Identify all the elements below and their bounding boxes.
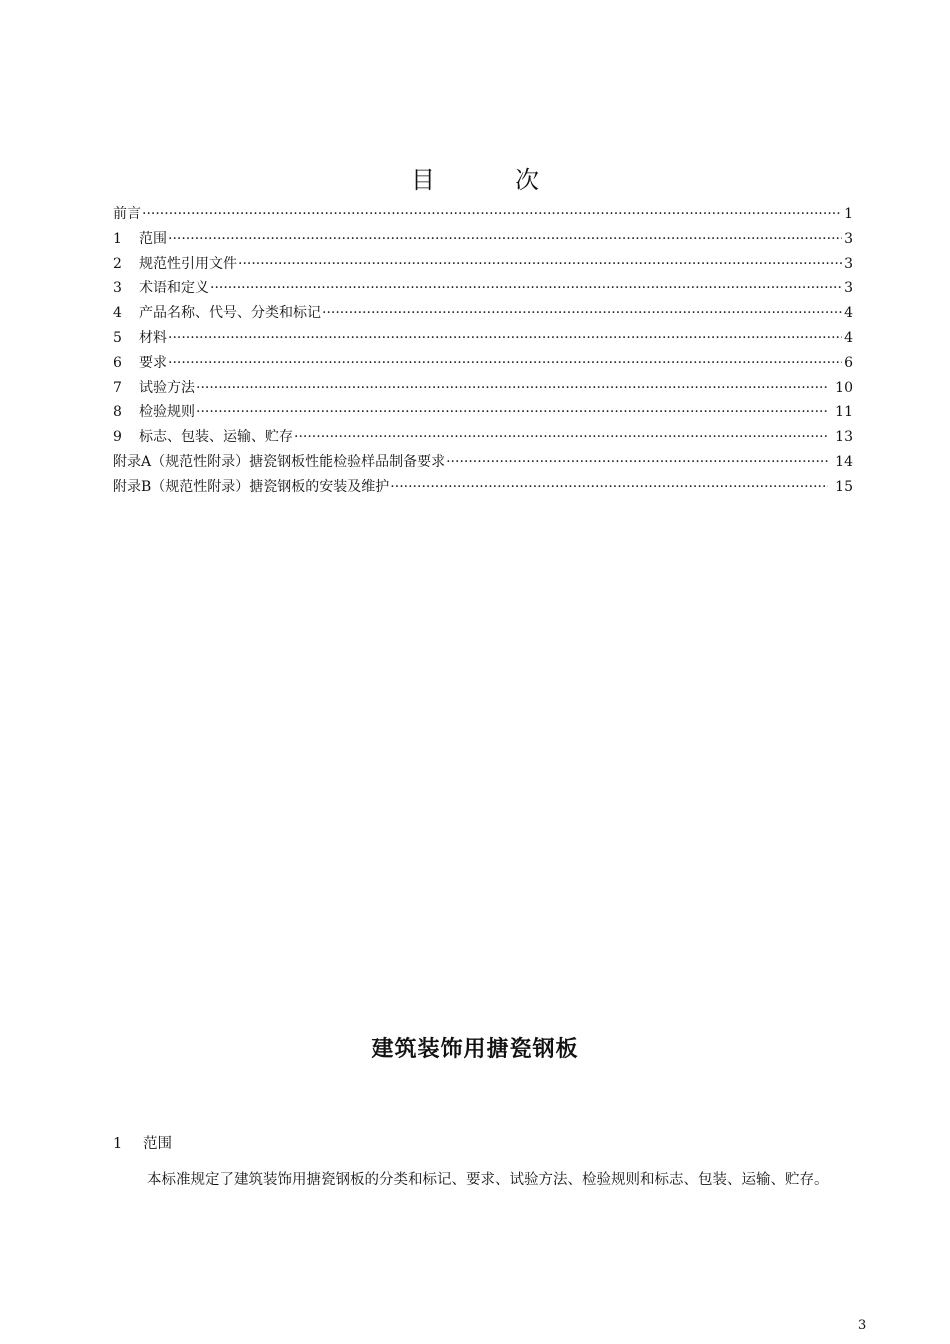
toc-entry-number: 5 <box>113 329 122 346</box>
toc-entry[interactable] <box>113 326 853 351</box>
toc-leader-dots <box>168 351 842 376</box>
toc-entry-number: 3 <box>113 280 122 297</box>
toc-entry-page: 3 <box>844 255 853 272</box>
toc-entry[interactable] <box>113 252 853 277</box>
toc-leader-dots <box>196 376 828 401</box>
toc-entry-page: 11 <box>835 404 853 421</box>
toc-entry-number: 1 <box>113 230 122 247</box>
toc-entry-page: 13 <box>835 429 853 446</box>
document-title: 建筑装饰用搪瓷钢板 <box>371 1037 579 1062</box>
toc-entry[interactable] <box>113 400 853 425</box>
toc-entry-number: 9 <box>113 429 122 446</box>
toc-entry[interactable] <box>113 202 853 227</box>
toc-title <box>0 160 950 195</box>
toc-entry-label: 附录B（规范性附录）搪瓷钢板的安装及维护 <box>113 478 390 495</box>
toc-leader-dots <box>294 425 828 450</box>
toc-leader-dots <box>168 227 842 252</box>
toc-entry-number: 8 <box>113 404 122 421</box>
toc-entry-label: 附录A（规范性附录）搪瓷钢板性能检验样品制备要求 <box>113 453 446 470</box>
table-of-contents <box>113 202 853 500</box>
toc-entry[interactable] <box>113 376 853 401</box>
toc-entry-page: 15 <box>835 478 853 495</box>
toc-entry-number: 4 <box>113 305 122 322</box>
toc-entry-label: 范围 <box>139 230 167 247</box>
toc-entry-label: 检验规则 <box>139 404 195 421</box>
toc-title-left: 目 <box>411 166 435 194</box>
toc-entry[interactable] <box>113 276 853 301</box>
section-title: 范围 <box>143 1136 172 1152</box>
toc-entry-page: 1 <box>844 206 853 222</box>
toc-entry[interactable] <box>113 301 853 326</box>
toc-entry-number: 2 <box>113 255 122 272</box>
toc-entry-page: 4 <box>844 329 853 346</box>
body-paragraph: 本标准规定了建筑装饰用搪瓷钢板的分类和标记、要求、试验方法、检验规则和标志、包装、运输、贮存。 <box>147 1172 829 1188</box>
toc-leader-dots <box>446 450 828 475</box>
toc-entry[interactable] <box>113 351 853 376</box>
toc-entry[interactable] <box>113 227 853 252</box>
toc-entry-label: 规范性引用文件 <box>139 255 237 272</box>
toc-entry-label: 材料 <box>139 329 167 346</box>
toc-leader-dots <box>390 475 828 500</box>
toc-entry-number: 6 <box>113 354 122 371</box>
toc-entry-page: 3 <box>844 280 853 297</box>
toc-entry-label: 标志、包装、运输、贮存 <box>139 429 293 446</box>
toc-entry-page: 6 <box>844 354 853 371</box>
toc-leader-dots <box>168 326 842 351</box>
toc-title-right: 次 <box>515 166 539 194</box>
toc-leader-dots <box>210 276 842 301</box>
toc-entry[interactable] <box>113 450 853 475</box>
toc-entry-label: 要求 <box>139 354 167 371</box>
section-heading <box>113 1132 172 1153</box>
toc-entry-label: 术语和定义 <box>139 280 209 297</box>
toc-entry-page: 4 <box>844 305 853 322</box>
toc-entry[interactable] <box>113 425 853 450</box>
toc-entry-page: 14 <box>835 453 853 470</box>
toc-leader-dots <box>142 202 842 227</box>
page-number: 3 <box>858 1318 867 1333</box>
section-number: 1 <box>113 1136 123 1152</box>
toc-entry[interactable] <box>113 475 853 500</box>
toc-leader-dots <box>322 301 842 326</box>
toc-entry-label: 试验方法 <box>139 379 195 396</box>
toc-entry-label: 前言 <box>113 206 141 222</box>
toc-leader-dots <box>196 400 828 425</box>
toc-entry-number: 7 <box>113 379 122 396</box>
toc-entry-page: 3 <box>844 230 853 247</box>
toc-entry-label: 产品名称、代号、分类和标记 <box>139 305 321 322</box>
toc-entry-page: 10 <box>835 379 853 396</box>
toc-leader-dots <box>238 252 842 277</box>
